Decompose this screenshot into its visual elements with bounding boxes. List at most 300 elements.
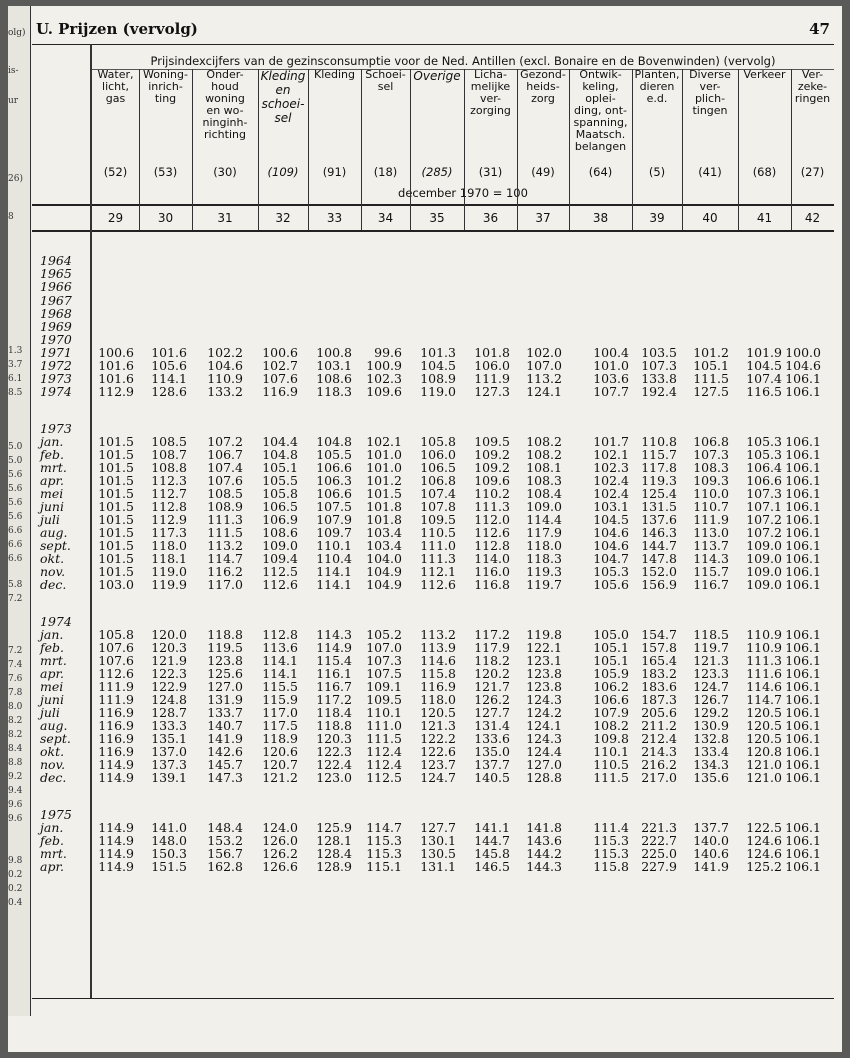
table-cell: 118.0 — [526, 538, 562, 553]
table-cell: 124.6 — [746, 833, 782, 848]
table-cell: 106.1 — [785, 846, 821, 861]
table-cell: 142.6 — [207, 744, 243, 759]
column-header: Schoei- sel — [365, 68, 406, 93]
column-number: 31 — [217, 211, 233, 225]
table-cell: 108.3 — [693, 460, 729, 475]
table-cell: 192.4 — [641, 384, 677, 399]
table-cell: 114.1 — [316, 577, 352, 592]
table-cell: 109.5 — [474, 434, 510, 449]
table-cell: 106.6 — [746, 473, 782, 488]
spine-fragment: 5.6 — [8, 470, 23, 480]
table-cell: 126.2 — [262, 846, 298, 861]
table-cell: 131.4 — [474, 718, 510, 733]
table-cell: 106.1 — [785, 666, 821, 681]
table-cell: 111.9 — [693, 512, 729, 527]
column-number: 37 — [535, 211, 551, 225]
table-cell: 227.9 — [641, 859, 677, 874]
table-cell: 124.4 — [526, 744, 562, 759]
table-cell: 107.6 — [262, 371, 298, 386]
table-cell: 101.6 — [98, 358, 134, 373]
column-weight: (52) — [103, 165, 128, 179]
table-cell: 131.9 — [207, 692, 243, 707]
table-cell: 117.5 — [262, 718, 298, 733]
table-cell: 104.4 — [262, 434, 298, 449]
table-cell: 165.4 — [641, 653, 677, 668]
row-label: feb. — [40, 833, 64, 848]
table-cell: 122.4 — [316, 757, 352, 772]
table-cell: 114.7 — [366, 820, 402, 835]
table-cell: 111.4 — [593, 820, 629, 835]
column-number: 42 — [804, 211, 821, 225]
year-label: 1970 — [40, 332, 72, 348]
table-cell: 128.7 — [151, 705, 187, 720]
table-cell: 105.6 — [151, 358, 187, 373]
table-cell: 106.4 — [746, 460, 782, 475]
row-label: 1973 — [40, 371, 72, 386]
table-cell: 128.1 — [316, 833, 352, 848]
table-cell: 127.7 — [474, 705, 510, 720]
table-cell: 123.7 — [420, 757, 456, 772]
table-cell: 114.9 — [98, 859, 134, 874]
table-cell: 106.1 — [785, 384, 821, 399]
table-cell: 139.1 — [151, 770, 187, 785]
table-cell: 106.1 — [785, 679, 821, 694]
table-cell: 121.3 — [693, 653, 729, 668]
table-cell: 133.4 — [693, 744, 729, 759]
table-cell: 121.7 — [474, 679, 510, 694]
table-cell: 120.5 — [746, 731, 782, 746]
table-cell: 109.5 — [366, 692, 402, 707]
spine-fragment: 5.8 — [8, 580, 23, 590]
table-cell: 133.6 — [474, 731, 510, 746]
table-cell: 123.0 — [316, 770, 352, 785]
table-cell: 105.8 — [98, 627, 134, 642]
table-cell: 128.6 — [151, 384, 187, 399]
table-cell: 105.5 — [262, 473, 298, 488]
table-cell: 107.2 — [207, 434, 243, 449]
table-cell: 120.0 — [151, 627, 187, 642]
table-cell: 106.5 — [262, 499, 298, 514]
table-cell: 102.1 — [593, 447, 629, 462]
spine-fragment: 6.1 — [8, 374, 23, 384]
table-cell: 104.9 — [366, 577, 402, 592]
table-cell: 116.1 — [316, 666, 352, 681]
table-cell: 104.6 — [785, 358, 821, 373]
page-number: 47 — [809, 20, 830, 38]
table-cell: 113.6 — [262, 640, 298, 655]
table-cell: 107.4 — [420, 486, 456, 501]
table-cell: 205.6 — [641, 705, 677, 720]
table-cell: 101.5 — [98, 525, 134, 540]
table-cell: 162.8 — [207, 859, 243, 874]
column-header: Diverse ver- plich- tingen — [689, 68, 731, 117]
table-cell: 108.2 — [526, 434, 562, 449]
table-cell: 106.1 — [785, 512, 821, 527]
table-cell: 153.2 — [207, 833, 243, 848]
table-cell: 107.0 — [526, 358, 562, 373]
table-cell: 124.1 — [526, 718, 562, 733]
table-cell: 104.6 — [207, 358, 243, 373]
table-cell: 111.5 — [207, 525, 243, 540]
table-cell: 102.7 — [262, 358, 298, 373]
column-divider — [410, 69, 411, 205]
table-cell: 140.7 — [207, 718, 243, 733]
table-cell: 107.4 — [746, 371, 782, 386]
table-cell: 120.2 — [474, 666, 510, 681]
table-cell: 141.9 — [207, 731, 243, 746]
column-number: 34 — [377, 211, 394, 225]
table-cell: 120.5 — [746, 718, 782, 733]
table-cell: 112.4 — [366, 757, 402, 772]
table-cell: 113.2 — [526, 371, 562, 386]
column-number: 40 — [702, 211, 718, 225]
table-cell: 110.8 — [641, 434, 677, 449]
table-cell: 120.3 — [316, 731, 352, 746]
table-cell: 141.9 — [693, 859, 729, 874]
spine-fragment: 7.2 — [8, 646, 23, 656]
table-cell: 106.1 — [785, 371, 821, 386]
table-cell: 101.0 — [366, 447, 402, 462]
table-cell: 104.6 — [593, 538, 629, 553]
table-cell: 144.2 — [526, 846, 562, 861]
table-cell: 106.1 — [785, 486, 821, 501]
table-cell: 114.9 — [98, 820, 134, 835]
table-cell: 133.8 — [641, 371, 677, 386]
spine-fragment: is- — [8, 66, 19, 76]
table-cell: 106.3 — [316, 473, 352, 488]
table-cell: 118.1 — [151, 551, 187, 566]
table-cell: 112.8 — [474, 538, 510, 553]
table-cell: 99.6 — [374, 345, 402, 360]
table-cell: 130.5 — [420, 846, 456, 861]
table-cell: 116.0 — [474, 564, 510, 579]
table-cell: 105.1 — [593, 653, 629, 668]
table-cell: 118.4 — [316, 705, 352, 720]
table-cell: 127.0 — [526, 757, 562, 772]
row-label: jan. — [40, 627, 64, 642]
table-cell: 120.5 — [746, 705, 782, 720]
table-cell: 122.2 — [420, 731, 456, 746]
column-number: 41 — [756, 211, 773, 225]
table-cell: 115.3 — [366, 833, 402, 848]
table-cell: 156.7 — [207, 846, 243, 861]
table-cell: 100.6 — [262, 345, 298, 360]
row-label: nov. — [40, 757, 66, 772]
table-cell: 101.6 — [98, 371, 134, 386]
table-cell: 113.2 — [207, 538, 243, 553]
table-cell: 107.6 — [207, 473, 243, 488]
table-cell: 122.9 — [151, 679, 187, 694]
table-cell: 106.0 — [474, 358, 510, 373]
year-label: 1964 — [40, 253, 72, 268]
table-cell: 101.6 — [151, 345, 187, 360]
table-cell: 130.9 — [693, 718, 729, 733]
table-cell: 105.8 — [420, 434, 456, 449]
table-cell: 108.6 — [316, 371, 352, 386]
table-cell: 112.9 — [151, 512, 187, 527]
row-label: 1974 — [40, 384, 72, 399]
column-number: 36 — [482, 211, 499, 225]
table-cell: 137.6 — [641, 512, 677, 527]
table-cell: 116.9 — [98, 731, 134, 746]
table-cell: 118.2 — [474, 653, 510, 668]
year-label: 1965 — [40, 266, 72, 282]
spine-fragment: 26) — [8, 174, 23, 184]
table-cell: 114.9 — [98, 846, 134, 861]
column-weight: (285) — [421, 165, 453, 179]
table-cell: 115.7 — [693, 564, 729, 579]
table-cell: 106.1 — [785, 564, 821, 579]
table-cell: 152.0 — [641, 564, 677, 579]
table-cell: 222.7 — [641, 833, 677, 848]
table-cell: 121.3 — [420, 718, 456, 733]
table-cell: 108.2 — [593, 718, 629, 733]
table-cell: 101.0 — [366, 460, 402, 475]
table-cell: 144.7 — [474, 833, 510, 848]
table-cell: 121.9 — [151, 653, 187, 668]
table-cell: 141.1 — [474, 820, 510, 835]
table-cell: 105.5 — [316, 447, 352, 462]
table-cell: 101.8 — [366, 499, 402, 514]
table-cell: 118.5 — [693, 627, 729, 642]
table-cell: 103.5 — [641, 345, 677, 360]
table-cell: 221.3 — [641, 820, 677, 835]
table-cell: 113.9 — [420, 640, 456, 655]
table-cell: 110.5 — [420, 525, 456, 540]
table-cell: 120.6 — [262, 744, 298, 759]
row-label: mrt. — [40, 846, 67, 861]
table-cell: 107.4 — [207, 460, 243, 475]
column-weight: (30) — [213, 165, 237, 179]
table-cell: 148.4 — [207, 820, 243, 835]
column-weight: (53) — [153, 165, 178, 179]
row-label: aug. — [40, 525, 68, 540]
table-cell: 121.0 — [746, 770, 782, 785]
table-cell: 104.8 — [316, 434, 352, 449]
table-cell: 108.3 — [526, 473, 562, 488]
table-cell: 131.1 — [420, 859, 456, 874]
column-number: 38 — [592, 211, 609, 225]
price-index-table — [32, 44, 834, 999]
column-header: Onder- houd woning en wo- ninginh- richting — [202, 68, 248, 141]
table-cell: 111.9 — [98, 692, 134, 707]
table-cell: 137.7 — [474, 757, 510, 772]
spine-fragment: 5.6 — [8, 484, 23, 494]
table-cell: 135.1 — [151, 731, 187, 746]
table-cell: 187.3 — [641, 692, 677, 707]
row-label: aug. — [40, 718, 68, 733]
base-period: december 1970 = 100 — [398, 186, 528, 200]
table-cell: 111.6 — [746, 666, 782, 681]
table-cell: 109.1 — [366, 679, 402, 694]
table-cell: 116.8 — [474, 577, 510, 592]
column-number: 33 — [326, 211, 343, 225]
table-cell: 101.7 — [593, 434, 629, 449]
table-cell: 135.0 — [474, 744, 510, 759]
table-cell: 100.9 — [366, 358, 402, 373]
spine-fragment: 5.6 — [8, 498, 23, 508]
table-cell: 108.7 — [151, 447, 187, 462]
table-cell: 111.9 — [474, 371, 510, 386]
table-cell: 101.5 — [98, 499, 134, 514]
spine-fragment: 8.8 — [8, 758, 23, 768]
table-cell: 111.0 — [366, 718, 402, 733]
table-cell: 128.9 — [316, 859, 352, 874]
table-cell: 120.8 — [746, 744, 782, 759]
table-cell: 102.3 — [593, 460, 629, 475]
table-cell: 116.9 — [420, 679, 456, 694]
table-cell: 108.6 — [262, 525, 298, 540]
table-cell: 112.5 — [366, 770, 402, 785]
table-cell: 101.8 — [474, 345, 510, 360]
table-cell: 107.6 — [98, 640, 134, 655]
table-cell: 113.2 — [420, 627, 456, 642]
row-label: juni — [40, 692, 64, 707]
table-cell: 115.4 — [316, 653, 352, 668]
table-cell: 157.8 — [641, 640, 677, 655]
document-page — [8, 6, 842, 1052]
table-cell: 126.2 — [474, 692, 510, 707]
table-cell: 107.8 — [420, 499, 456, 514]
table-cell: 117.3 — [151, 525, 187, 540]
table-cell: 109.5 — [420, 512, 456, 527]
table-cell: 133.7 — [207, 705, 243, 720]
table-cell: 111.3 — [420, 551, 456, 566]
table-cell: 101.5 — [98, 447, 134, 462]
table-cell: 114.3 — [693, 551, 729, 566]
table-cell: 106.6 — [316, 460, 352, 475]
row-label: 1971 — [40, 345, 72, 360]
table-cell: 106.1 — [785, 820, 821, 835]
column-header: Licha- melijke ver- zorging — [470, 68, 511, 117]
table-cell: 110.0 — [693, 486, 729, 501]
table-cell: 119.0 — [420, 384, 456, 399]
table-cell: 140.6 — [693, 846, 729, 861]
table-cell: 106.1 — [785, 640, 821, 655]
table-cell: 104.0 — [366, 551, 402, 566]
table-cell: 115.3 — [593, 833, 629, 848]
table-cell: 114.9 — [316, 640, 352, 655]
table-cell: 101.5 — [98, 551, 134, 566]
row-label: jan. — [40, 820, 64, 835]
table-cell: 114.3 — [316, 627, 352, 642]
table-cell: 103.1 — [593, 499, 629, 514]
row-label: mei — [40, 679, 64, 694]
table-cell: 114.1 — [151, 371, 187, 386]
table-cell: 100.8 — [316, 345, 352, 360]
table-cell: 119.3 — [641, 473, 677, 488]
table-cell: 121.0 — [746, 757, 782, 772]
column-weight: (49) — [531, 165, 555, 179]
column-number: 39 — [649, 211, 665, 225]
table-cell: 114.4 — [526, 512, 562, 527]
spine-fragment: 0.2 — [8, 884, 23, 894]
table-cell: 126.6 — [262, 859, 298, 874]
table-cell: 106.9 — [262, 512, 298, 527]
column-number-bottom-rule — [32, 230, 834, 232]
row-label: apr. — [40, 666, 65, 681]
table-cell: 154.7 — [641, 627, 677, 642]
period-heading: 1974 — [40, 614, 72, 629]
table-cell: 101.5 — [98, 434, 134, 449]
table-cell: 115.3 — [366, 846, 402, 861]
table-cell: 104.7 — [593, 551, 629, 566]
table-cell: 106.1 — [785, 447, 821, 462]
table-cell: 107.2 — [746, 512, 782, 527]
column-header: Kleding — [313, 68, 356, 81]
table-cell: 109.0 — [526, 499, 562, 514]
column-header: Water, licht, gas — [97, 68, 134, 105]
table-cell: 122.3 — [316, 744, 352, 759]
table-cell: 109.3 — [693, 473, 729, 488]
table-cell: 111.0 — [420, 538, 456, 553]
table-cell: 183.2 — [641, 666, 677, 681]
table-cell: 116.9 — [98, 705, 134, 720]
table-cell: 109.2 — [474, 447, 510, 462]
table-cell: 111.5 — [593, 770, 629, 785]
table-cell: 117.8 — [641, 460, 677, 475]
table-cell: 119.7 — [693, 640, 729, 655]
table-cell: 137.7 — [693, 820, 729, 835]
table-cell: 147.3 — [207, 770, 243, 785]
table-cell: 147.8 — [641, 551, 677, 566]
table-cell: 106.1 — [785, 627, 821, 642]
table-cell: 119.8 — [526, 627, 562, 642]
table-cell: 110.9 — [207, 371, 243, 386]
row-label: mei — [40, 486, 64, 501]
table-cell: 109.8 — [593, 731, 629, 746]
table-cell: 126.7 — [693, 692, 729, 707]
table-cell: 116.5 — [746, 384, 782, 399]
table-cell: 128.8 — [526, 770, 562, 785]
table-cell: 108.5 — [151, 434, 187, 449]
table-cell: 103.4 — [366, 538, 402, 553]
spine-fragment: 5.0 — [8, 442, 23, 452]
table-cell: 106.1 — [785, 705, 821, 720]
table-cell: 126.0 — [262, 833, 298, 848]
table-cell: 110.9 — [746, 640, 782, 655]
table-cell: 112.8 — [262, 627, 298, 642]
table-cell: 109.0 — [262, 538, 298, 553]
table-cell: 119.9 — [151, 577, 187, 592]
table-cell: 117.9 — [526, 525, 562, 540]
table-caption: Prijsindexcijfers van de gezinsconsumptie voor de Ned. Antillen (excl. Bonaire en de Bovenwinden) (vervolg) — [150, 54, 776, 68]
table-cell: 120.3 — [151, 640, 187, 655]
table-cell: 109.2 — [474, 460, 510, 475]
page-title: U. Prijzen (vervolg) — [36, 20, 198, 38]
table-bottom-rule — [32, 998, 834, 999]
table-cell: 118.3 — [526, 551, 562, 566]
table-cell: 117.2 — [316, 692, 352, 707]
table-cell: 128.4 — [316, 846, 352, 861]
table-cell: 110.4 — [316, 551, 352, 566]
table-cell: 106.1 — [785, 525, 821, 540]
column-weight: (5) — [648, 165, 666, 179]
table-cell: 105.8 — [262, 486, 298, 501]
table-cell: 123.8 — [526, 679, 562, 694]
row-label: juni — [40, 499, 64, 514]
table-cell: 110.5 — [593, 757, 629, 772]
table-cell: 115.5 — [262, 679, 298, 694]
table-cell: 124.6 — [746, 846, 782, 861]
table-cell: 116.9 — [262, 384, 298, 399]
spine-fragment: 7.8 — [8, 688, 23, 698]
table-cell: 104.5 — [593, 512, 629, 527]
table-cell: 114.9 — [98, 833, 134, 848]
table-cell: 114.1 — [262, 666, 298, 681]
table-cell: 106.1 — [785, 473, 821, 488]
table-cell: 124.1 — [526, 384, 562, 399]
